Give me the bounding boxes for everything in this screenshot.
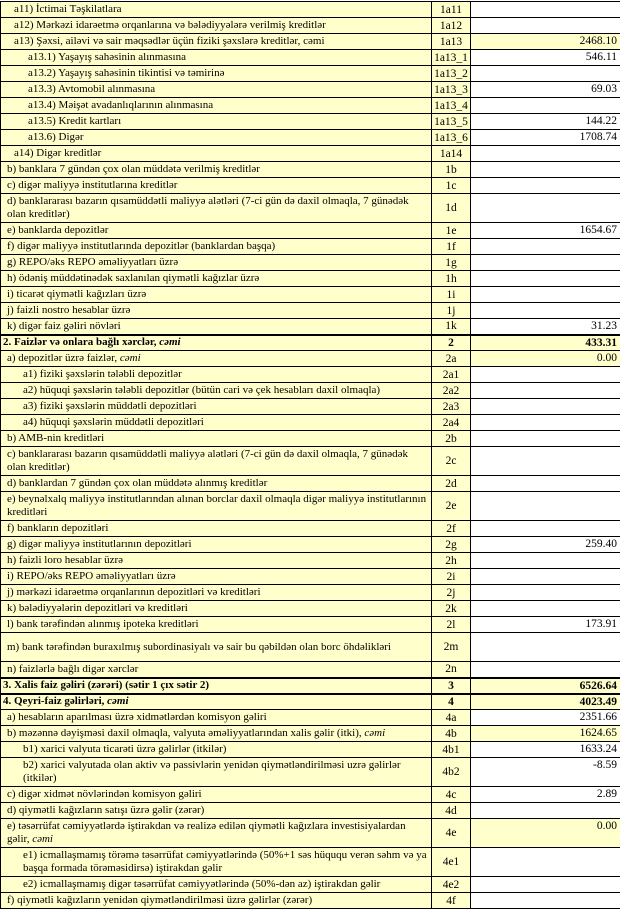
row-code-cell: 1a13_6 — [432, 130, 471, 146]
row-code-cell: 4d — [432, 803, 471, 819]
row-code-cell: 2b — [432, 431, 471, 447]
row-code-cell: 4b1 — [432, 742, 471, 758]
row-label: a13.6) Digər — [28, 131, 84, 143]
row-code-cell: 2a3 — [432, 399, 471, 415]
row-value-cell: 2468.10 — [471, 34, 620, 50]
table-row — [1, 146, 620, 162]
row-label: a3) fiziki şəxslərin müddətli depozitləri — [23, 400, 197, 412]
row-value-cell — [471, 585, 620, 601]
row-description-cell — [1, 537, 432, 553]
table-row — [1, 787, 620, 803]
row-code-cell: 2m — [432, 633, 471, 662]
row-label: e) beynəlxalq maliyyə institutlarından alınan borclar daxil olmaqla digər maliyyə institutlarının kreditləri — [7, 493, 427, 518]
row-label: e) təsərrüfat cəmiyyətlərdə iştirakdan və realizə edilən qiymətli kağızlara investisiyalardan gəlir, — [7, 820, 406, 845]
row-description-cell — [1, 569, 432, 585]
row-code-cell: 2a — [432, 351, 471, 367]
row-label: a11) İctimai Təşkilatlara — [14, 3, 122, 15]
row-value-cell: 173.91 — [471, 617, 620, 633]
row-description-cell — [1, 694, 432, 710]
row-code-cell: 1a12 — [432, 18, 471, 34]
table-row — [1, 415, 620, 431]
row-label: a13.3) Avtomobil alınmasına — [28, 83, 156, 95]
row-value-cell: -8.59 — [471, 758, 620, 787]
row-label: e) banklarda depozitlər — [7, 224, 109, 236]
row-label: c) banklararası bazarın qısamüddətli maliyyə alətləri (7-ci gün də daxil olmaqla, 7 günədək olan kreditlər) — [7, 448, 409, 473]
row-code-cell: 1a13_1 — [432, 50, 471, 66]
row-label: a4) hüquqi şəxslərin müddətli depozitləri — [23, 416, 204, 428]
row-label: i) ticarət qiymətli kağızları üzrə — [7, 288, 147, 300]
row-code-cell: 2f — [432, 521, 471, 537]
row-value-cell — [471, 271, 620, 287]
row-value-cell — [471, 239, 620, 255]
row-description-cell — [1, 415, 432, 431]
row-code-cell: 1j — [432, 303, 471, 319]
row-value-cell — [471, 367, 620, 383]
row-value-cell: 2351.66 — [471, 710, 620, 726]
row-description-cell — [1, 351, 432, 367]
row-description-cell — [1, 819, 432, 848]
row-description-cell — [1, 114, 432, 130]
row-label: a13) Şəxsi, ailəvi və sair məqsədlər üçün fiziki şəxslərə kreditlər, cəmi — [14, 35, 325, 47]
row-label-italic-suffix: cəmi — [107, 695, 129, 708]
row-value-cell: 144.22 — [471, 114, 620, 130]
row-value-cell — [471, 803, 620, 819]
row-value-cell — [471, 431, 620, 447]
row-label: a12) Mərkəzi idarəetmə orqanlarına və bələdiyyələrə verilmiş kreditlər — [14, 19, 326, 31]
row-description-cell — [1, 287, 432, 303]
table-row — [1, 601, 620, 617]
table-row — [1, 255, 620, 271]
row-label: f) digər maliyyə institutlarında depozitlər (banklardan başqa) — [7, 240, 276, 252]
table-row — [1, 819, 620, 848]
row-value-cell — [471, 255, 620, 271]
table-row — [1, 98, 620, 114]
row-code-cell: 1c — [432, 178, 471, 194]
table-row — [1, 447, 620, 476]
row-value-cell — [471, 146, 620, 162]
row-value-cell — [471, 162, 620, 178]
row-description-cell — [1, 82, 432, 98]
row-value-cell — [471, 848, 620, 877]
row-code-cell: 1e — [432, 223, 471, 239]
row-label: l) bank tərəfindən alınmış ipoteka kreditləri — [7, 618, 199, 630]
row-code-cell: 2a2 — [432, 383, 471, 399]
row-value-cell — [471, 553, 620, 569]
row-description-cell — [1, 601, 432, 617]
table-row — [1, 223, 620, 239]
row-code-cell: 4 — [432, 694, 471, 710]
row-code-cell: 1a11 — [432, 2, 471, 18]
table-row — [1, 742, 620, 758]
row-code-cell: 3 — [432, 678, 471, 694]
row-label: a) depozitlər üzrə faizlər, — [7, 352, 120, 364]
row-value-cell: 0.00 — [471, 351, 620, 367]
row-code-cell: 2a1 — [432, 367, 471, 383]
row-description-cell — [1, 162, 432, 178]
row-code-cell: 4f — [432, 893, 471, 909]
row-label: a1) fiziki şəxslərin tələbli depozitlər — [23, 368, 182, 380]
table-row — [1, 678, 620, 694]
row-value-cell: 69.03 — [471, 82, 620, 98]
table-row — [1, 521, 620, 537]
row-label: d) banklararası bazarın qısamüddətli maliyyə alətləri (7-ci gün də daxil olmaqla, 7 günədək olan kreditlər) — [7, 195, 409, 220]
table-row — [1, 18, 620, 34]
row-label: 4. Qeyri-faiz gəlirləri, — [3, 695, 108, 708]
row-value-cell — [471, 303, 620, 319]
row-label: b2) xarici valyutada olan aktiv və passivlərin yenidən qiymətləndirilməsi uzrə gəlirlər (itkilər) — [23, 759, 401, 784]
table-row — [1, 2, 620, 18]
row-code-cell: 1h — [432, 271, 471, 287]
row-code-cell: 1a13_3 — [432, 82, 471, 98]
row-code-cell: 1a14 — [432, 146, 471, 162]
row-description-cell — [1, 66, 432, 82]
row-code-cell: 2k — [432, 601, 471, 617]
table-row — [1, 537, 620, 553]
row-label: d) qiymətli kağızların satışı üzrə gəlir (zərər) — [7, 804, 205, 816]
row-value-cell — [471, 662, 620, 678]
table-row — [1, 239, 620, 255]
row-description-cell — [1, 335, 432, 351]
row-description-cell — [1, 492, 432, 521]
row-value-cell: 2.89 — [471, 787, 620, 803]
row-value-cell: 259.40 — [471, 537, 620, 553]
row-code-cell: 4e — [432, 819, 471, 848]
table-row — [1, 367, 620, 383]
row-value-cell — [471, 98, 620, 114]
row-label: e2) icmallaşmamış digər təsərrüfat cəmiyyətlərində (50%-dən az) iştirakdan gəlir — [23, 878, 381, 890]
row-label: h) faizli loro hesablar üzrə — [7, 554, 124, 566]
table-row — [1, 758, 620, 787]
row-label-italic-suffix: cəmi — [364, 727, 386, 739]
row-description-cell — [1, 130, 432, 146]
table-row — [1, 335, 620, 351]
row-value-cell — [471, 447, 620, 476]
row-label: b) AMB-nin kreditləri — [7, 432, 105, 444]
row-code-cell: 2a4 — [432, 415, 471, 431]
row-code-cell: 2d — [432, 476, 471, 492]
row-value-cell: 6526.64 — [471, 678, 620, 694]
row-label: b) məzənnə dəyişməsi daxil olmaqla, valyuta əməliyyatlarından xalis gəlir (itki), — [7, 727, 365, 739]
row-code-cell: 4e1 — [432, 848, 471, 877]
row-description-cell — [1, 194, 432, 223]
row-label: a13.4) Məişət avadanlıqlarının alınmasına — [28, 99, 214, 111]
row-code-cell: 1a13 — [432, 34, 471, 50]
row-description-cell — [1, 678, 432, 694]
table-row — [1, 194, 620, 223]
row-value-cell — [471, 2, 620, 18]
row-label: k) digər faiz gəliri növləri — [7, 319, 121, 332]
row-value-cell — [471, 521, 620, 537]
table-row — [1, 351, 620, 367]
table-row — [1, 303, 620, 319]
row-value-cell: 1624.65 — [471, 726, 620, 742]
row-code-cell: 1i — [432, 287, 471, 303]
row-description-cell — [1, 255, 432, 271]
row-code-cell: 2g — [432, 537, 471, 553]
row-label: a2) hüquqi şəxslərin tələbli depozitlər (bütün cari və çek hesabları daxil olmaqla) — [23, 384, 381, 396]
row-description-cell — [1, 787, 432, 803]
row-label-italic-suffix: cəmi — [119, 352, 141, 364]
row-description-cell — [1, 553, 432, 569]
row-description-cell — [1, 98, 432, 114]
row-description-cell — [1, 2, 432, 18]
table-row — [1, 319, 620, 335]
row-description-cell — [1, 585, 432, 601]
row-label: k) bələdiyyələrin depozitləri və kreditləri — [7, 602, 188, 614]
row-label: c) digər xidmət növlərindən komisyon gəliri — [7, 788, 202, 800]
row-label: b) banklara 7 gündən çox olan müddətə verilmiş kreditlər — [7, 163, 260, 175]
table-body — [1, 2, 620, 909]
row-value-cell: 1654.67 — [471, 223, 620, 239]
row-code-cell: 4e2 — [432, 877, 471, 893]
row-code-cell: 2l — [432, 617, 471, 633]
row-label: a14) Digər kreditlər — [14, 147, 102, 159]
table-row — [1, 271, 620, 287]
row-code-cell: 2i — [432, 569, 471, 585]
table-row — [1, 569, 620, 585]
table-row — [1, 662, 620, 678]
row-description-cell — [1, 383, 432, 399]
row-description-cell — [1, 447, 432, 476]
row-value-cell — [471, 18, 620, 34]
row-label-italic-suffix: cəmi — [159, 336, 181, 349]
table-row — [1, 893, 620, 909]
row-value-cell — [471, 492, 620, 521]
table-row — [1, 848, 620, 877]
table-row — [1, 585, 620, 601]
row-label: e1) icmallaşmamış törəmə təsərrüfat cəmiyyətlərində (50%+1 səs hüququ verən səhm və ya başqa formada törəməsidirsə) iştirakdan gəlir — [23, 849, 427, 874]
table-row — [1, 383, 620, 399]
row-label: j) faizli nostro hesablar üzrə — [7, 304, 131, 316]
row-description-cell — [1, 893, 432, 909]
table-row — [1, 553, 620, 569]
row-description-cell — [1, 146, 432, 162]
row-code-cell: 4b — [432, 726, 471, 742]
income-statement-table — [0, 1, 620, 909]
table-row — [1, 82, 620, 98]
row-description-cell — [1, 399, 432, 415]
row-description-cell — [1, 239, 432, 255]
row-label: 2. Faizlər və onlara bağlı xərclər, — [3, 336, 160, 349]
row-code-cell: 4a — [432, 710, 471, 726]
row-code-cell: 1a13_2 — [432, 66, 471, 82]
row-value-cell — [471, 178, 620, 194]
table-row — [1, 50, 620, 66]
table-row — [1, 633, 620, 662]
row-value-cell — [471, 893, 620, 909]
row-label-italic-suffix: cəmi — [32, 833, 53, 845]
row-value-cell — [471, 476, 620, 492]
row-description-cell — [1, 18, 432, 34]
row-code-cell: 2j — [432, 585, 471, 601]
row-label: 3. Xalis faiz gəliri (zərəri) (sətir 1 çıx sətir 2) — [3, 679, 210, 691]
row-code-cell: 2 — [432, 335, 471, 351]
row-value-cell: 433.31 — [471, 335, 620, 351]
table-row — [1, 66, 620, 82]
row-label: d) banklardan 7 gündən çox olan müddətə alınmış kreditlər — [7, 477, 268, 489]
row-code-cell: 1f — [432, 239, 471, 255]
row-value-cell: 31.23 — [471, 319, 620, 335]
row-value-cell: 546.11 — [471, 50, 620, 66]
row-description-cell — [1, 848, 432, 877]
row-label: f) qiymətli kağızların yenidən qiymətləndirilməsi üzrə gəlirlər (zərər) — [7, 894, 313, 906]
row-code-cell: 1k — [432, 319, 471, 335]
table-row — [1, 399, 620, 415]
row-label: g) REPO/əks REPO əməliyyatları üzrə — [7, 256, 179, 268]
row-code-cell: 1b — [432, 162, 471, 178]
row-description-cell — [1, 178, 432, 194]
table-row — [1, 617, 620, 633]
row-code-cell: 1g — [432, 255, 471, 271]
row-value-cell: 0.00 — [471, 819, 620, 848]
row-label: h) ödəniş müddətinədək saxlanılan qiymətli kağızlar üzrə — [7, 272, 260, 284]
row-label: a13.2) Yaşayış sahəsinin tikintisi və təmirinə — [28, 67, 225, 79]
row-value-cell — [471, 601, 620, 617]
row-description-cell — [1, 367, 432, 383]
row-description-cell — [1, 319, 432, 335]
row-label: m) bank tərəfindən buraxılmış subordinasiyalı və sair bu qəbildən olan borc öhdəlikləri — [7, 640, 391, 653]
row-value-cell — [471, 383, 620, 399]
table-row — [1, 492, 620, 521]
row-code-cell: 2e — [432, 492, 471, 521]
table-row — [1, 476, 620, 492]
row-code-cell: 1d — [432, 194, 471, 223]
table-row — [1, 287, 620, 303]
row-description-cell — [1, 521, 432, 537]
row-value-cell — [471, 633, 620, 662]
row-label: i) REPO/əks REPO əməliyyatları üzrə — [7, 570, 176, 582]
row-label: a13.1) Yaşayış sahəsinin alınmasına — [28, 51, 186, 63]
table-row — [1, 178, 620, 194]
row-description-cell — [1, 662, 432, 678]
row-description-cell — [1, 803, 432, 819]
row-description-cell — [1, 633, 432, 662]
row-code-cell: 1a13_4 — [432, 98, 471, 114]
table-row — [1, 803, 620, 819]
row-value-cell — [471, 877, 620, 893]
row-description-cell — [1, 710, 432, 726]
row-description-cell — [1, 50, 432, 66]
row-description-cell — [1, 303, 432, 319]
row-label: f) bankların depozitləri — [7, 522, 109, 534]
table-row — [1, 130, 620, 146]
row-value-cell: 1633.24 — [471, 742, 620, 758]
row-code-cell: 2c — [432, 447, 471, 476]
row-description-cell — [1, 726, 432, 742]
row-label: a13.5) Kredit kartları — [28, 115, 122, 127]
table-row — [1, 114, 620, 130]
row-description-cell — [1, 617, 432, 633]
table-row — [1, 34, 620, 50]
row-description-cell — [1, 223, 432, 239]
row-label: n) faizlərlə bağlı digər xərclər — [7, 662, 139, 675]
row-description-cell — [1, 758, 432, 787]
row-label: j) mərkəzi idarəetmə orqanlarının depozitləri və kreditləri — [7, 586, 261, 598]
row-value-cell — [471, 194, 620, 223]
table-row — [1, 431, 620, 447]
row-value-cell: 1708.74 — [471, 130, 620, 146]
row-value-cell: 4023.49 — [471, 694, 620, 710]
row-description-cell — [1, 431, 432, 447]
row-code-cell: 1a13_5 — [432, 114, 471, 130]
row-label: g) digər maliyyə institutlarının depozitləri — [7, 538, 192, 550]
row-value-cell — [471, 569, 620, 585]
row-label: c) digər maliyyə institutlarına kreditlər — [7, 179, 178, 191]
table-row — [1, 694, 620, 710]
row-code-cell: 2n — [432, 662, 471, 678]
row-description-cell — [1, 742, 432, 758]
row-label: a) hesabların aparılması üzrə xidmətlərdən komisyon gəliri — [7, 711, 267, 723]
row-value-cell — [471, 399, 620, 415]
row-code-cell: 2h — [432, 553, 471, 569]
table-row — [1, 162, 620, 178]
row-value-cell — [471, 287, 620, 303]
row-code-cell: 4c — [432, 787, 471, 803]
row-description-cell — [1, 877, 432, 893]
row-description-cell — [1, 476, 432, 492]
row-label: b1) xarici valyuta ticarəti üzrə gəlirlər (itkilər) — [23, 743, 227, 755]
row-value-cell — [471, 415, 620, 431]
row-value-cell — [471, 66, 620, 82]
row-description-cell — [1, 271, 432, 287]
row-code-cell: 4b2 — [432, 758, 471, 787]
row-description-cell — [1, 34, 432, 50]
table-row — [1, 726, 620, 742]
table-row — [1, 877, 620, 893]
table-row — [1, 710, 620, 726]
